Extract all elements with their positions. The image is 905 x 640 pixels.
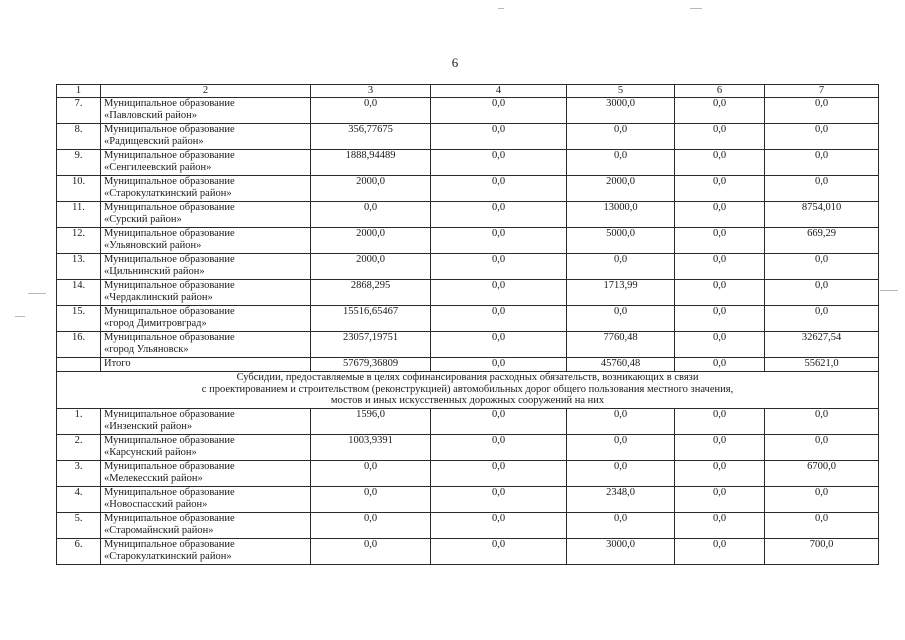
value-cell-c6: 0,0	[675, 254, 765, 280]
row-number: 2.	[57, 435, 101, 461]
table-row	[57, 487, 879, 513]
value-cell-c7: 0,0	[765, 435, 879, 461]
municipality-name	[101, 150, 311, 176]
row-number: 16.	[57, 332, 101, 358]
municipality-name	[101, 306, 311, 332]
municipality-name	[101, 435, 311, 461]
value-cell-c7: 700,0	[765, 539, 879, 565]
table-row	[57, 513, 879, 539]
municipality-type: Муниципальное образование	[104, 228, 235, 239]
municipality-name	[101, 202, 311, 228]
value-cell-c5: 0,0	[567, 150, 675, 176]
value-cell-c4: 0,0	[431, 332, 567, 358]
value-cell-c6: 0,0	[675, 435, 765, 461]
municipality-type: Муниципальное образование	[104, 435, 235, 446]
scan-artifact	[15, 316, 25, 317]
table-row	[57, 280, 879, 306]
value-cell-c3: 0,0	[311, 202, 431, 228]
value-cell-c5: 2000,0	[567, 176, 675, 202]
column-header: 7	[765, 85, 879, 98]
value-cell-c5: 0,0	[567, 435, 675, 461]
value-cell-c3: 23057,19751	[311, 332, 431, 358]
section-title-line: Субсидии, предоставляемые в целях софинансирования расходных обязательств, возникающих в связи	[236, 372, 699, 383]
table-row	[57, 409, 879, 435]
row-number: 13.	[57, 254, 101, 280]
municipality-type: Муниципальное образование	[104, 539, 235, 550]
table-row	[57, 124, 879, 150]
value-cell-c7: 0,0	[765, 98, 879, 124]
municipality-title: «Карсунский район»	[104, 447, 197, 458]
row-number: 9.	[57, 150, 101, 176]
municipality-name	[101, 228, 311, 254]
value-cell-c6: 0,0	[675, 98, 765, 124]
municipality-type: Муниципальное образование	[104, 150, 235, 161]
municipality-type: Муниципальное образование	[104, 513, 235, 524]
value-cell-c4: 0,0	[431, 176, 567, 202]
row-number: 11.	[57, 202, 101, 228]
value-cell-c7: 6700,0	[765, 461, 879, 487]
value-cell-c4: 0,0	[431, 202, 567, 228]
value-cell-c6: 0,0	[675, 539, 765, 565]
municipality-title: «Инзенский район»	[104, 421, 193, 432]
value-cell-c3: 0,0	[311, 539, 431, 565]
value-cell-c5: 7760,48	[567, 332, 675, 358]
table-row	[57, 435, 879, 461]
value-cell-c7: 0,0	[765, 306, 879, 332]
value-cell-c6: 0,0	[675, 487, 765, 513]
municipality-type: Муниципальное образование	[104, 202, 235, 213]
municipality-name	[101, 124, 311, 150]
value-cell-c6: 0,0	[675, 202, 765, 228]
value-cell-c5: 13000,0	[567, 202, 675, 228]
row-number: 1.	[57, 409, 101, 435]
table-row	[57, 306, 879, 332]
column-header: 6	[675, 85, 765, 98]
scan-artifact	[28, 293, 46, 294]
value-cell-c4: 0,0	[431, 124, 567, 150]
row-number: 3.	[57, 461, 101, 487]
total-label: Итого	[101, 358, 311, 372]
value-cell-c3: 356,77675	[311, 124, 431, 150]
municipality-name	[101, 332, 311, 358]
municipality-title: «Радищевский район»	[104, 136, 204, 147]
row-number: 14.	[57, 280, 101, 306]
value-cell-c6: 0,0	[675, 513, 765, 539]
value-cell-c3: 2868,295	[311, 280, 431, 306]
table-row	[57, 176, 879, 202]
scan-artifact	[690, 8, 702, 9]
value-cell-c7: 0,0	[765, 513, 879, 539]
municipality-type: Муниципальное образование	[104, 332, 235, 343]
value-cell-c5: 0,0	[567, 254, 675, 280]
value-cell-c5: 2348,0	[567, 487, 675, 513]
table-row	[57, 461, 879, 487]
value-cell-c3: 0,0	[311, 98, 431, 124]
value-cell-c4: 0,0	[431, 306, 567, 332]
section-title-line: мостов и иных искусственных дорожных сооружений на них	[330, 395, 605, 406]
value-cell-c7: 0,0	[765, 124, 879, 150]
value-cell-c4: 0,0	[431, 409, 567, 435]
scan-artifact	[880, 290, 898, 291]
value-cell-c4: 0,0	[431, 461, 567, 487]
value-cell-c3: 2000,0	[311, 176, 431, 202]
value-cell-c4: 0,0	[431, 254, 567, 280]
table-row	[57, 332, 879, 358]
value-cell-c7: 0,0	[765, 150, 879, 176]
municipality-title: «Цильнинский район»	[104, 266, 205, 277]
scan-artifact	[498, 8, 504, 9]
municipality-title: «город Димитровград»	[104, 318, 207, 329]
municipality-title: «Старомайнский район»	[104, 525, 214, 536]
total-empty-cell	[57, 358, 101, 372]
municipality-type: Муниципальное образование	[104, 176, 235, 187]
total-value-c3: 57679,36809	[311, 358, 431, 372]
value-cell-c5: 1713,99	[567, 280, 675, 306]
value-cell-c3: 1888,94489	[311, 150, 431, 176]
municipality-title: «Старокулаткинский район»	[104, 188, 232, 199]
value-cell-c5: 0,0	[567, 124, 675, 150]
table-row	[57, 202, 879, 228]
row-number: 8.	[57, 124, 101, 150]
municipality-title: «Сенгилеевский район»	[104, 162, 212, 173]
municipality-type: Муниципальное образование	[104, 254, 235, 265]
table-row	[57, 150, 879, 176]
row-number: 12.	[57, 228, 101, 254]
value-cell-c4: 0,0	[431, 98, 567, 124]
value-cell-c4: 0,0	[431, 228, 567, 254]
value-cell-c7: 0,0	[765, 409, 879, 435]
value-cell-c6: 0,0	[675, 306, 765, 332]
value-cell-c7: 32627,54	[765, 332, 879, 358]
value-cell-c7: 0,0	[765, 280, 879, 306]
value-cell-c3: 2000,0	[311, 254, 431, 280]
value-cell-c3: 0,0	[311, 461, 431, 487]
column-header: 5	[567, 85, 675, 98]
value-cell-c5: 0,0	[567, 461, 675, 487]
value-cell-c3: 0,0	[311, 487, 431, 513]
value-cell-c6: 0,0	[675, 124, 765, 150]
value-cell-c5: 0,0	[567, 409, 675, 435]
total-value-c6: 0,0	[675, 358, 765, 372]
column-header: 1	[57, 85, 101, 98]
row-number: 10.	[57, 176, 101, 202]
municipality-title: «город Ульяновск»	[104, 344, 189, 355]
municipality-name	[101, 254, 311, 280]
column-header: 4	[431, 85, 567, 98]
value-cell-c6: 0,0	[675, 228, 765, 254]
value-cell-c3: 1003,9391	[311, 435, 431, 461]
value-cell-c6: 0,0	[675, 332, 765, 358]
column-header: 3	[311, 85, 431, 98]
value-cell-c4: 0,0	[431, 435, 567, 461]
municipality-type: Муниципальное образование	[104, 409, 235, 420]
value-cell-c4: 0,0	[431, 539, 567, 565]
municipality-name	[101, 487, 311, 513]
municipality-title: «Ульяновский район»	[104, 240, 202, 251]
table-row	[57, 228, 879, 254]
value-cell-c4: 0,0	[431, 150, 567, 176]
value-cell-c4: 0,0	[431, 513, 567, 539]
section-title	[57, 372, 879, 409]
value-cell-c5: 0,0	[567, 306, 675, 332]
value-cell-c6: 0,0	[675, 150, 765, 176]
municipality-name	[101, 409, 311, 435]
value-cell-c3: 0,0	[311, 513, 431, 539]
value-cell-c6: 0,0	[675, 409, 765, 435]
table-row	[57, 539, 879, 565]
row-number: 4.	[57, 487, 101, 513]
municipality-name	[101, 539, 311, 565]
total-value-c7: 55621,0	[765, 358, 879, 372]
value-cell-c6: 0,0	[675, 280, 765, 306]
total-value-c5: 45760,48	[567, 358, 675, 372]
row-number: 6.	[57, 539, 101, 565]
row-number: 5.	[57, 513, 101, 539]
municipality-title: «Павловский район»	[104, 110, 197, 121]
value-cell-c4: 0,0	[431, 280, 567, 306]
value-cell-c5: 0,0	[567, 513, 675, 539]
column-header: 2	[101, 85, 311, 98]
section-title-row	[57, 372, 879, 409]
subsidy-table	[56, 84, 879, 565]
table-row	[57, 98, 879, 124]
value-cell-c5: 3000,0	[567, 98, 675, 124]
municipality-type: Муниципальное образование	[104, 461, 235, 472]
section-title-line: с проектированием и строительством (реконструкцией) автомобильных дорог общего пользования местного значения,	[201, 383, 734, 395]
municipality-type: Муниципальное образование	[104, 98, 235, 109]
municipality-name	[101, 280, 311, 306]
value-cell-c6: 0,0	[675, 461, 765, 487]
value-cell-c6: 0,0	[675, 176, 765, 202]
value-cell-c7: 0,0	[765, 176, 879, 202]
value-cell-c7: 669,29	[765, 228, 879, 254]
value-cell-c7: 0,0	[765, 487, 879, 513]
municipality-title: «Чердаклинский район»	[104, 292, 213, 303]
value-cell-c5: 5000,0	[567, 228, 675, 254]
row-number: 7.	[57, 98, 101, 124]
page-number: 6	[451, 55, 459, 70]
value-cell-c5: 3000,0	[567, 539, 675, 565]
total-row	[57, 358, 879, 372]
municipality-name	[101, 513, 311, 539]
municipality-type: Муниципальное образование	[104, 487, 235, 498]
value-cell-c3: 1596,0	[311, 409, 431, 435]
value-cell-c3: 15516,65467	[311, 306, 431, 332]
municipality-name	[101, 176, 311, 202]
municipality-title: «Сурский район»	[104, 214, 182, 225]
total-value-c4: 0,0	[431, 358, 567, 372]
municipality-type: Муниципальное образование	[104, 124, 235, 135]
value-cell-c7: 0,0	[765, 254, 879, 280]
table-row	[57, 254, 879, 280]
municipality-title: «Мелекесский район»	[104, 473, 203, 484]
value-cell-c7: 8754,010	[765, 202, 879, 228]
value-cell-c3: 2000,0	[311, 228, 431, 254]
municipality-title: «Старокулаткинский район»	[104, 551, 232, 562]
municipality-name	[101, 98, 311, 124]
municipality-type: Муниципальное образование	[104, 280, 235, 291]
municipality-type: Муниципальное образование	[104, 306, 235, 317]
value-cell-c4: 0,0	[431, 487, 567, 513]
row-number: 15.	[57, 306, 101, 332]
column-header-row	[57, 85, 879, 98]
municipality-name	[101, 461, 311, 487]
municipality-title: «Новоспасский район»	[104, 499, 208, 510]
